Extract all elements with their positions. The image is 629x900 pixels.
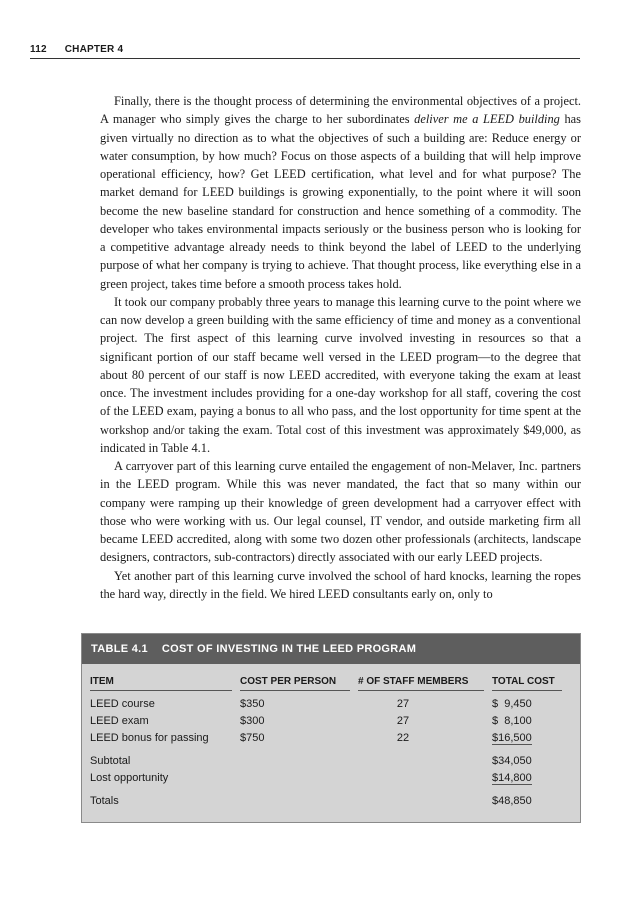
lost-opportunity-row [90, 769, 574, 786]
paragraph: It took our company probably three years to manage this learning curve to the point where we can now develop a green building with the same efficiency of time and money as a conventional project. The first aspect of this learning curve involved investing in resources so that a significant portion of our staff became well versed in the LEED program—to the degree that about 80 percent of our staff is now LEED accredited, with everyone taking the exam at least once. The investment includes providing for a one-day workshop for all staff, covering the cost of the LEED exam, paying a bonus to all who pass, and the lost opportunity for time spent at the workshop and/or taking the exam. Total cost of this investment was approximately $49,000, as indicated in Table 4.1. [100, 294, 581, 455]
running-head [30, 44, 580, 59]
column-header: ITEM [90, 674, 240, 695]
table-title: COST OF INVESTING IN THE LEED PROGRAM [161, 643, 417, 655]
cell-total: $ 9,450 [492, 697, 532, 710]
table-grid [90, 674, 574, 809]
table-number: TABLE 4.1 [91, 643, 148, 655]
table-header-row [90, 674, 574, 695]
lost-opportunity-value: $14,800 [492, 771, 532, 784]
column-header: TOTAL COST [492, 674, 574, 695]
totals-label: Totals [90, 794, 119, 807]
chapter-label: CHAPTER 4 [64, 44, 124, 55]
subtotal-value: $34,050 [492, 754, 532, 767]
column-header: COST PER PERSON [240, 674, 358, 695]
page-number: 112 [30, 44, 47, 55]
cell-staff: 27 [396, 714, 410, 727]
cell-total: $ 8,100 [492, 714, 532, 727]
table-caption [82, 634, 580, 664]
cell-cost: $300 [240, 714, 265, 727]
column-header: # OF STAFF MEMBERS [358, 674, 492, 695]
subtotal-label: Subtotal [90, 754, 131, 767]
table-row [90, 729, 574, 746]
cell-item: LEED bonus for passing [90, 731, 209, 744]
cell-staff: 27 [396, 697, 410, 710]
table-row [90, 695, 574, 712]
totals-value: $48,850 [492, 794, 532, 807]
paragraph: Yet another part of this learning curve involved the school of hard knocks, learning the ropes the hard way, directly in the field. We hired LEED consultants early on, only to [100, 568, 581, 601]
body-text [100, 92, 581, 603]
totals-row [90, 792, 574, 809]
cell-item: LEED course [90, 697, 155, 710]
cell-cost: $350 [240, 697, 265, 710]
lost-opportunity-label: Lost opportunity [90, 771, 169, 784]
cell-total: $16,500 [492, 731, 532, 744]
cell-item: LEED exam [90, 714, 149, 727]
paragraph: A carryover part of this learning curve entailed the engagement of non-Melaver, Inc. partners in the LEED program. While this was never mandated, the fact that so many within our company were ramping up their knowledge of green development had a carryover effect with those who were working with us. Our legal counsel, IT vendor, and outside marketing firm all became LEED accredited, along with some two dozen other professionals (architects, landscape designers, contractors, sub-contractors) directly associated with our early LEED projects. [100, 459, 581, 565]
table-row [90, 712, 574, 729]
italic-phrase: deliver me a LEED building [414, 112, 560, 127]
cell-cost: $750 [240, 731, 265, 744]
cost-table [81, 633, 581, 823]
cell-staff: 22 [396, 731, 410, 744]
paragraph: Finally, there is the thought process of determining the environmental objectives of a project. A manager who simply gives the charge to her subordinates deliver me a LEED building has given virtually no direction as to what the objectives of such a building are: Reduce energy or water consumption, by how much? Focus on those aspects of a building that will help improve operational efficiency, how? Get LEED certification, what level and for what purpose? The market demand for LEED buildings is growing exponentially, to the point where it will soon become the new baseline standard for construction and hence something of a commodity. The developer who takes environmental impacts seriously or the business person who is looking for a competitive advantage already needs to think beyond the label of LEED to the underlying purpose of what her company is trying to achieve. That thought process, like everything else in a green project, takes time before a smooth process takes hold. [100, 94, 581, 291]
subtotal-row [90, 752, 574, 769]
